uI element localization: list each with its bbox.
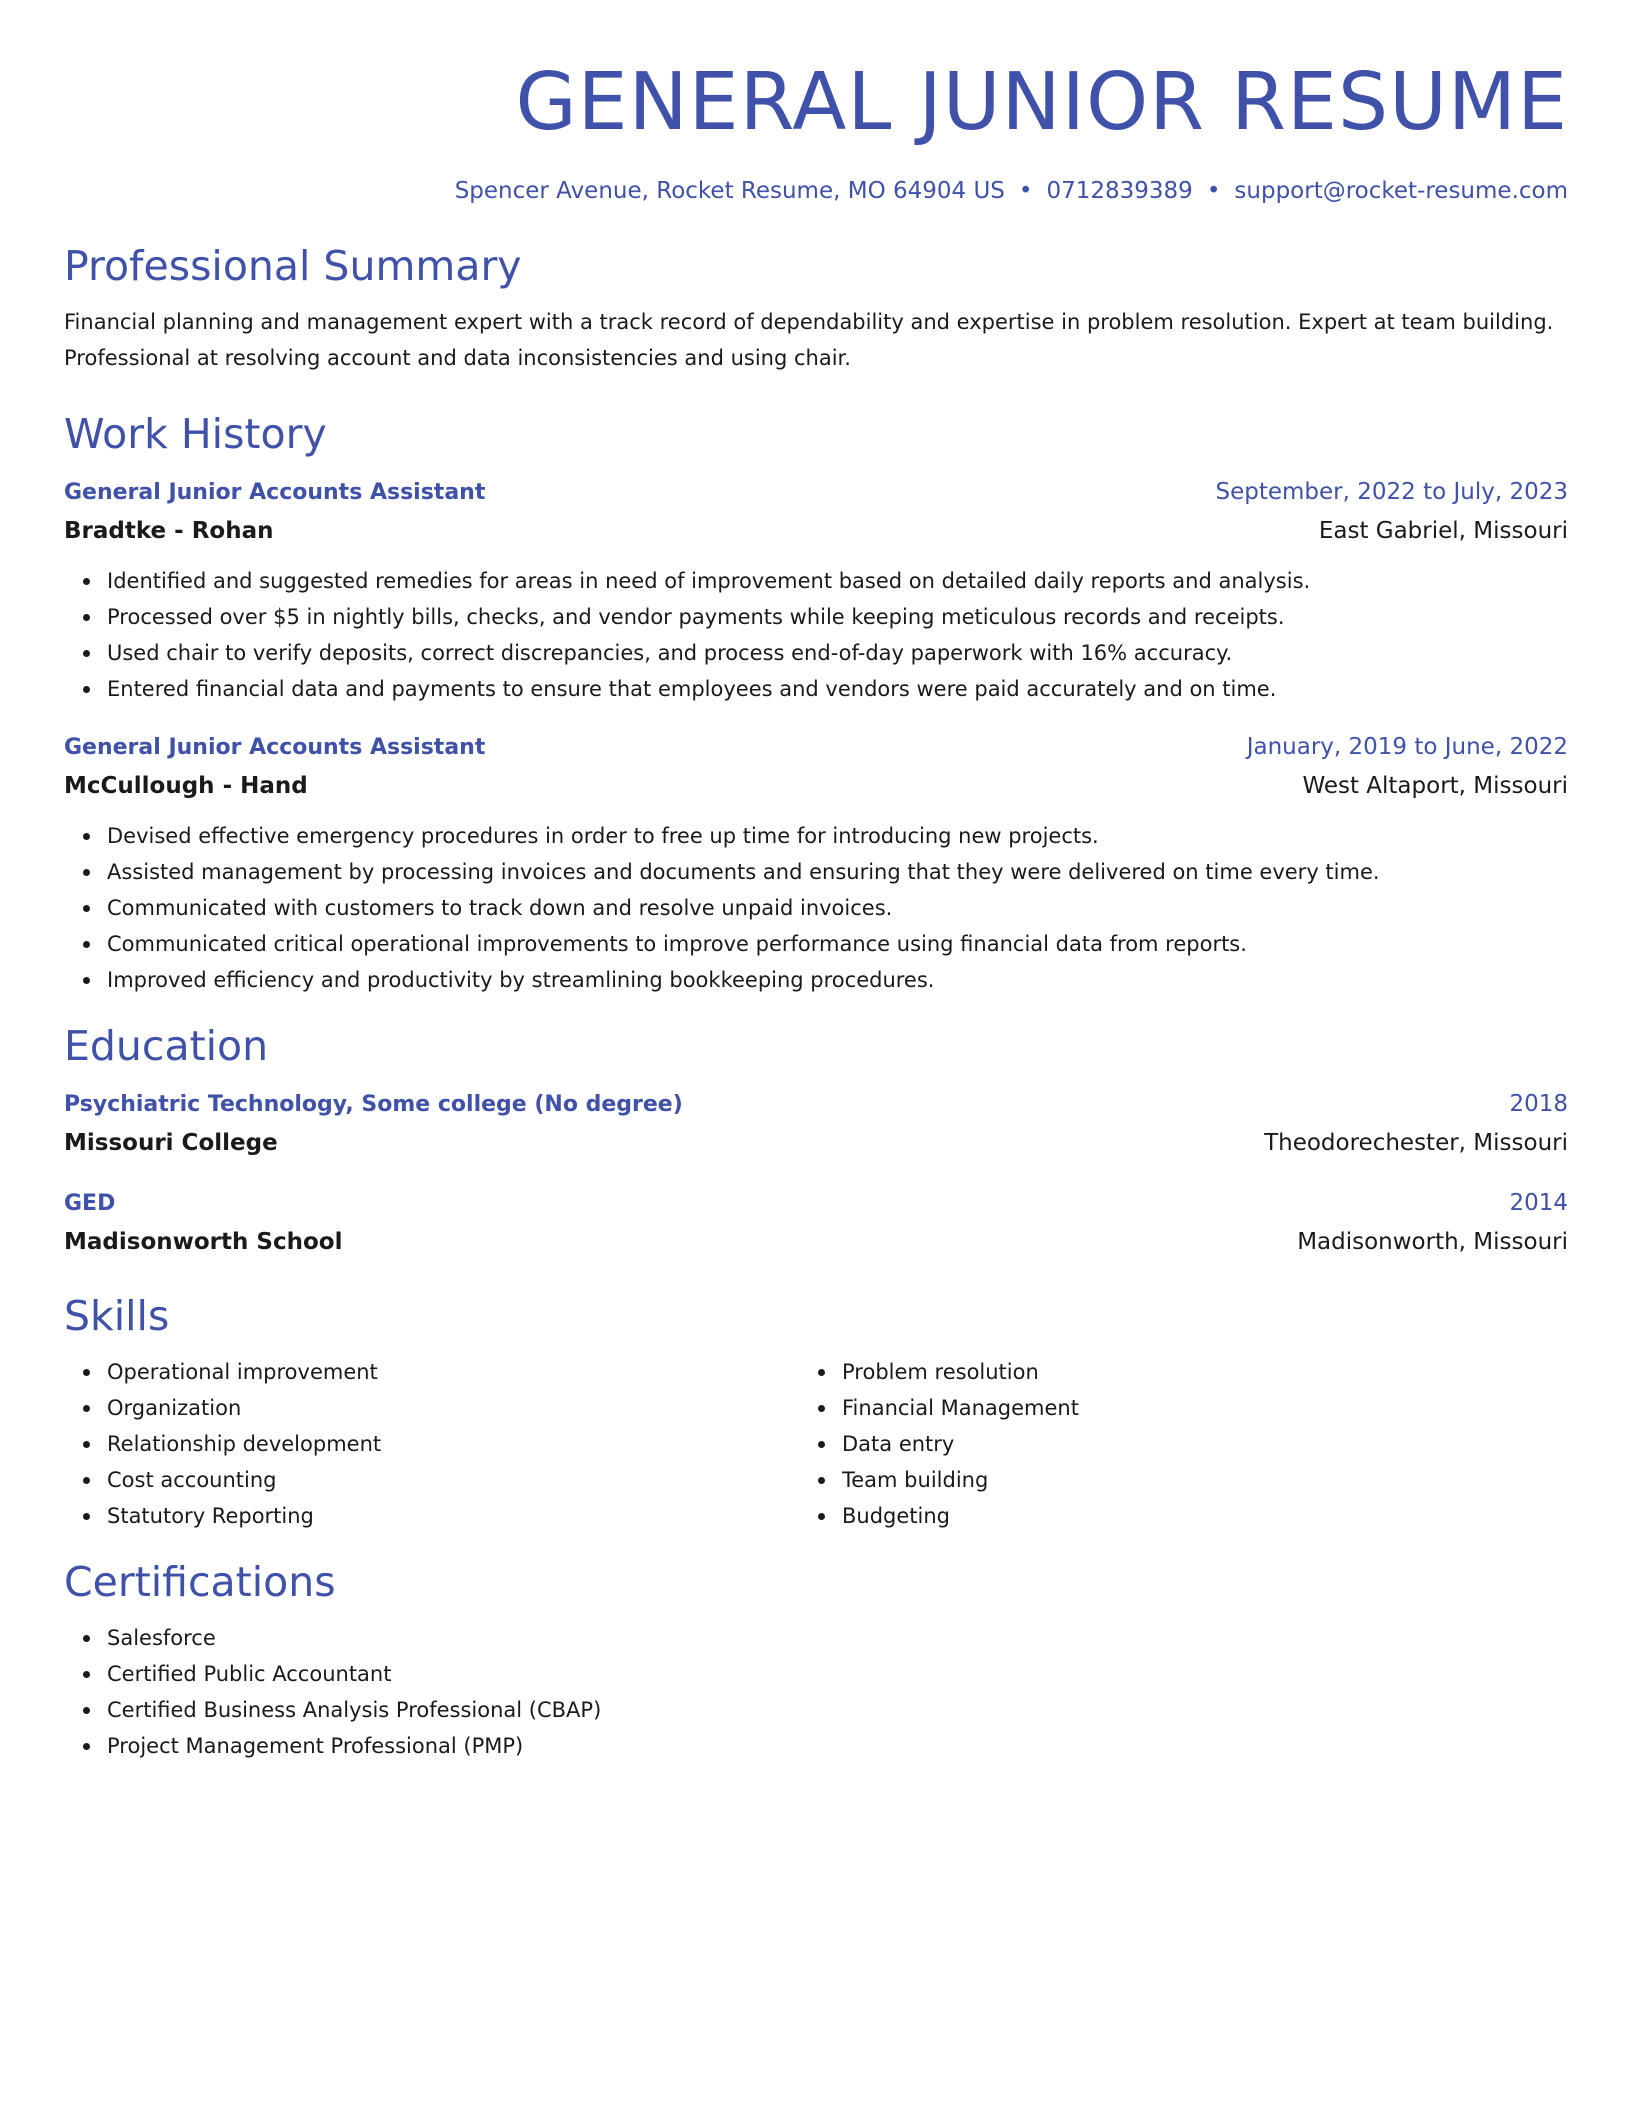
education-year: 2018 [1509,1091,1568,1117]
skill-item: Organization [107,1390,799,1426]
education-entry [64,1086,1568,1163]
education-location: Theodorechester, Missouri [1264,1130,1568,1156]
skill-item: Relationship development [107,1426,799,1462]
job-company: McCullough - Hand [64,773,308,799]
skill-item: Financial Management [842,1390,1534,1426]
skill-item: Problem resolution [842,1354,1534,1390]
job-bullet: Processed over $5 in nightly bills, checks, and vendor payments while keeping meticulous records and receipts. [107,599,1568,635]
job-bullet: Improved efficiency and productivity by streamlining bookkeeping procedures. [107,962,1568,998]
certification-item: Salesforce [107,1620,1568,1656]
contact-separator: • [1206,178,1221,204]
education-degree: GED [64,1191,116,1216]
summary-section [64,240,1568,376]
contact-phone: 0712839389 [1046,178,1193,204]
contact-line [64,176,1568,206]
resume-header [64,52,1568,206]
certifications-list [64,1620,1568,1764]
job-location: East Gabriel, Missouri [1318,518,1568,544]
certifications-section [64,1556,1568,1764]
skill-item: Data entry [842,1426,1534,1462]
education-year: 2014 [1509,1190,1568,1216]
education-location: Madisonworth, Missouri [1297,1229,1568,1255]
job-bullet: Assisted management by processing invoices and documents and ensuring that they were delivered on time every time. [107,854,1568,890]
job-bullet: Entered financial data and payments to ensure that employees and vendors were paid accurately and on time. [107,671,1568,707]
contact-separator: • [1018,178,1033,204]
job-bullets [64,818,1568,998]
contact-email: support@rocket-resume.com [1234,178,1568,204]
job-entry [64,729,1568,998]
skill-item: Statutory Reporting [107,1498,799,1534]
skills-column-right [799,1354,1534,1534]
job-title: General Junior Accounts Assistant [64,480,486,505]
resume-name: GENERAL JUNIOR RESUME [515,56,1568,148]
skill-item: Operational improvement [107,1354,799,1390]
education-degree: Psychiatric Technology, Some college (No degree) [64,1092,683,1117]
job-title: General Junior Accounts Assistant [64,735,486,760]
education-heading: Education [64,1022,269,1070]
job-dates: September, 2022 to July, 2023 [1215,479,1568,505]
work-history-section [64,408,1568,998]
certifications-heading: Certifications [64,1558,336,1606]
job-bullet: Identified and suggested remedies for areas in need of improvement based on detailed daily reports and analysis. [107,563,1568,599]
education-school: Missouri College [64,1130,278,1156]
job-bullet: Communicated critical operational improvements to improve performance using financial data from reports. [107,926,1568,962]
work-history-heading: Work History [64,410,327,458]
job-location: West Altaport, Missouri [1302,773,1568,799]
job-bullets [64,563,1568,707]
job-bullet: Used chair to verify deposits, correct discrepancies, and process end-of-day paperwork with 16% accuracy. [107,635,1568,671]
skills-heading: Skills [64,1292,170,1340]
skills-section [64,1290,1568,1534]
certification-item: Certified Public Accountant [107,1656,1568,1692]
skills-column-left [64,1354,799,1534]
education-school: Madisonworth School [64,1229,343,1255]
job-bullet: Communicated with customers to track down and resolve unpaid invoices. [107,890,1568,926]
summary-text: Financial planning and management expert with a track record of dependability and expertise in problem resolution. Expert at team building. Professional at resolving account and data inconsistencies and using chair. [64,310,1554,370]
skill-item: Budgeting [842,1498,1534,1534]
certification-item: Certified Business Analysis Professional (CBAP) [107,1692,1568,1728]
job-company: Bradtke - Rohan [64,518,274,544]
skill-item: Team building [842,1462,1534,1498]
education-section [64,1020,1568,1262]
summary-heading: Professional Summary [64,242,522,290]
contact-address: Spencer Avenue, Rocket Resume, MO 64904 US [454,178,1005,204]
skill-item: Cost accounting [107,1462,799,1498]
job-dates: January, 2019 to June, 2022 [1246,734,1568,760]
job-bullet: Devised effective emergency procedures in order to free up time for introducing new projects. [107,818,1568,854]
skills-grid [64,1354,1568,1534]
certification-item: Project Management Professional (PMP) [107,1728,1568,1764]
job-entry [64,474,1568,707]
education-entry [64,1185,1568,1262]
